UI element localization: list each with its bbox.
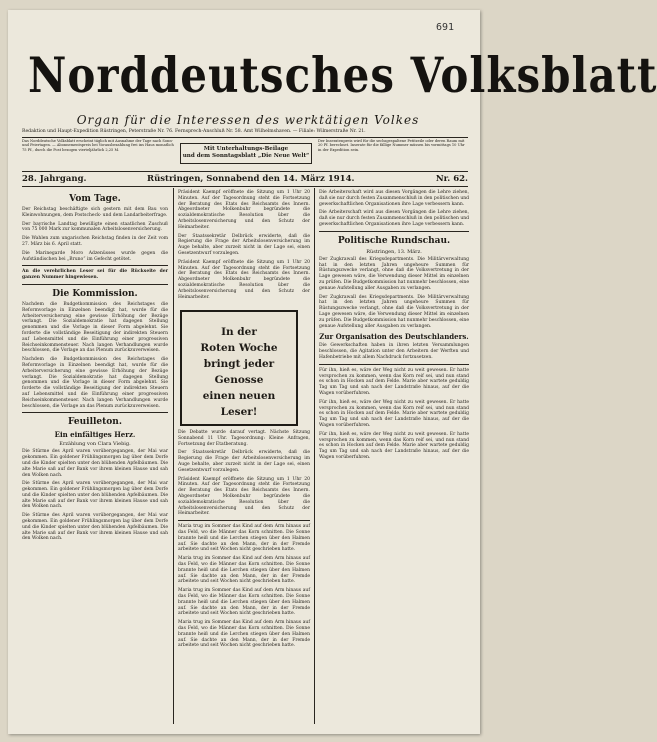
- notice-left: Das Norddeutsche Volksblatt erscheint täglich mit Ausnahme der Tage nach Sonn- und Feiertagen. — Abonnementspreis bei Vorausbezahlung frei ins Haus monatlich 75 Pf., durch die Post bezogen vierteljährlich 2,25 M.: [22, 139, 174, 152]
- story-text: Die Stürme des April waren vorübergegangen, der Mai war gekommen. Ein goldener Frühlingsmorgen lag über dem Dorfe und die Kinder spielten unter den blühenden Apfelbäumen. Die alte Marie saß auf der Bank vor ihrem kleinen Hause und sah den Wolken nach.: [22, 513, 168, 542]
- page-number: 691: [435, 22, 454, 33]
- promo-line-3: bringt jeder Genosse: [203, 358, 275, 386]
- column-left: [22, 190, 168, 724]
- rote-woche-promo: [180, 310, 298, 426]
- section-heading: Zur Organisation des Deutschlanders.: [319, 332, 469, 342]
- news-item: Der Reichstag beschäftigte sich gestern mit dem Bau von Kleinwohnungen, dem Postscheck- und dem Landarbeiterfrage.: [22, 207, 168, 218]
- article-text: Nachdem die Budgetkommission des Reichstages die Reformvorlage in Einzelnen beendigt hat, wurde für die Arbeiterversicherung eine gewisse Erhöhung der Bezüge verlangt. Die Sozialdemokratie hat dagegen Stellung genommen und die Vorlage in dieser Form abgelehnt. Sie forderte die vollständige Beseitigung der indirekten Steuern auf Lebensmittel und die Einführung einer progressiven Reichseinkommensteuer. Nach langen Verhandlungen wurde beschlossen, die Vorlage an das Plenum zurückzuverweisen.: [22, 301, 168, 354]
- divider: [178, 520, 310, 521]
- article-text: Die Arbeiterschaft wird aus diesen Vorgängen die Lehre ziehen, daß sie nur durch festen Zusammenschluß in den politischen und gewerkschaftlichen Organisationen ihre Lage verbessern kann.: [319, 190, 469, 207]
- volume-label: 28. Jahrgang.: [22, 174, 87, 184]
- report-text: Präsident Kaempf eröffnete die Sitzung um 1 Uhr 20 Minuten. Auf der Tagesordnung steht die Fortsetzung der Beratung des Etats des Reichsamts des Innern. Abgeordneter Molkenbuhr begründete die sozialdemokratische Resolution über die Arbeitslosenversicherung und den Schutz der Heimarbeiter.: [178, 259, 310, 300]
- story-text: Für ihn, hieß es, wäre der Weg nicht zu weit gewesen. Er hatte versprochen zu kommen, wenn das Korn reif sei, und nun stand es schon in Hocken auf dem Felde. Marie aber wartete geduldig Tag um Tag und sah nach der Landstraße hinaus, auf der die Wagen vorüberfuhren.: [319, 367, 469, 396]
- promo-line-4: einen neuen: [202, 390, 276, 402]
- divider: [22, 284, 168, 285]
- article-text: Der Zugkrawall des Kriegsdepartments. Die Militärverwaltung hat in den letzten Jahren ungeheure Summen für Rüstungszwecke verlangt, ohne daß die Volksvertretung in der Lage gewesen wäre, die Verwendung dieser Mittel im einzelnen zu prüfen. Die Budgetkommission hat nunmehr beschlossen, eine genaue Aufstellung aller Ausgaben zu verlangen.: [319, 294, 469, 329]
- article-text: Der Zugkrawall des Kriegsdepartments. Die Militärverwaltung hat in den letzten Jahren ungeheure Summen für Rüstungszwecke verlangt, ohne daß die Volksvertretung in der Lage gewesen wäre, die Verwendung dieser Mittel im einzelnen zu prüfen. Die Budgetkommission hat nunmehr beschlossen, eine genaue Aufstellung aller Ausgaben zu verlangen.: [319, 256, 469, 291]
- story-text: Die Stürme des April waren vorübergegangen, der Mai war gekommen. Ein goldener Frühlingsmorgen lag über dem Dorfe und die Kinder spielten unter den blühenden Apfelbäumen. Die alte Marie saß auf der Bank vor ihrem kleinen Hause und sah den Wolken nach.: [22, 481, 168, 510]
- feuilleton-heading: Feuilleton.: [68, 417, 122, 428]
- story-text: Für ihn, hieß es, wäre der Weg nicht zu weit gewesen. Er hatte versprochen zu kommen, wenn das Korn reif sei, und nun stand es schon in Hocken auf dem Felde. Marie aber wartete geduldig Tag um Tag und sah nach der Landstraße hinaus, auf der die Wagen vorüberfuhren.: [319, 431, 469, 460]
- publisher-info: Redaktion und Haupt-Expedition Rüstringen, Peterstraße Nr. 76. Fernsprech-Anschluß Nr. 58. Amt Wilhelmshaven. — Filiale: Wilmerstraße Nr. 21.: [22, 129, 366, 134]
- dateline-place: Rüstringen, 13. März.: [366, 248, 422, 255]
- promo-line-1: In der: [221, 326, 257, 338]
- rule-top: [22, 137, 468, 138]
- column-rule-1: [173, 188, 174, 724]
- subtitle: Organ für die Interessen des werktätigen Volkes: [76, 113, 420, 127]
- politische-rundschau-heading: Politische Rundschau.: [337, 235, 451, 246]
- story-text: Maria trug im Sommer das Kind auf dem Arm hinaus auf das Feld, wo die Männer das Korn schnitten. Die Sonne brannte heiß und die Lerchen stiegen über den Halmen auf. Sie dachte an den Mann, der in der Fremde arbeitete und seit Wochen nicht geschrieben hatte.: [178, 556, 310, 585]
- promo-line-5: Leser!: [220, 406, 258, 418]
- supplement-line-1: Mit Unterhaltungs-Beilage: [203, 146, 289, 152]
- report-text: Präsident Kaempf eröffnete die Sitzung um 1 Uhr 20 Minuten. Auf der Tagesordnung steht die Fortsetzung der Beratung des Etats des Reichsamts des Innern. Abgeordneter Molkenbuhr begründete die sozialdemokratische Resolution über die Arbeitslosenversicherung und den Schutz der Heimarbeiter.: [178, 190, 310, 230]
- divider: [22, 265, 168, 266]
- supplement-line-2: und dem Sonntagsblatt „Die Neue Welt“: [182, 153, 310, 159]
- story-byline: Erzählung von Clara Viebig.: [59, 441, 131, 448]
- rule-date-top: [22, 171, 468, 172]
- supplement-box: [180, 143, 312, 164]
- report-text: Die Debatte wurde darauf vertagt. Nächste Sitzung Sonnabend 11 Uhr. Tagesordnung: Kleine Anfragen, Fortsetzung der Etatberatung.: [178, 430, 310, 447]
- news-item: Die Wahlen zum ungarischen Reichstag finden in der Zeit vom 27. März bis 6. April statt.: [22, 236, 168, 247]
- vom-tage-heading: Vom Tage.: [69, 194, 121, 204]
- story-title: Ein einfältiges Herz.: [54, 430, 136, 440]
- divider: [319, 364, 469, 365]
- story-text: Die Stürme des April waren vorübergegangen, der Mai war gekommen. Ein goldener Frühlingsmorgen lag über dem Dorfe und die Kinder spielten unter den blühenden Apfelbäumen. Die alte Marie saß auf der Bank vor ihrem kleinen Hause und sah den Wolken nach.: [22, 449, 168, 478]
- article-text: Die Gewerkschaften haben in ihren letzten Versammlungen beschlossen, die Agitation unter den Arbeitern der Werften und Hafenbetriebe mit allem Nachdruck fortzusetzen.: [319, 343, 469, 360]
- notice-right: Der Inseratenpreis wird für die sechsgespaltene Petitzeile oder deren Raum mit 20 Pf. berechnet. Inserate für die fällige Nummer müssen bis vormittags 10 Uhr in der Expedition sein.: [318, 139, 465, 152]
- report-text: Präsident Kaempf eröffnete die Sitzung um 1 Uhr 20 Minuten. Auf der Tagesordnung steht die Fortsetzung der Beratung des Etats des Reichsamts des Innern. Abgeordneter Molkenbuhr begründete die sozialdemokratische Resolution über die Arbeitslosenversicherung und den Schutz der Heimarbeiter.: [178, 476, 310, 517]
- article-text: Die Arbeiterschaft wird aus diesen Vorgängen die Lehre ziehen, daß sie nur durch festen Zusammenschluß in den politischen und gewerkschaftlichen Organisationen ihre Lage verbessern kann.: [319, 210, 469, 227]
- article-heading: Die Kommission.: [52, 288, 138, 299]
- news-item: Die Marinegarde Moro Adzenüsses wurde gegen die Aufständischen bei „Bruno“ im Gefecht getötet.: [22, 250, 168, 262]
- story-text: Maria trug im Sommer das Kind auf dem Arm hinaus auf das Feld, wo die Männer das Korn schnitten. Die Sonne brannte heiß und die Lerchen stiegen über den Halmen auf. Sie dachte an den Mann, der in der Fremde arbeitete und seit Wochen nicht geschrieben hatte.: [178, 524, 310, 553]
- issue-number: Nr. 62.: [435, 174, 468, 184]
- promo-line-2: Roten Woche: [200, 342, 278, 354]
- story-text: Für ihn, hieß es, wäre der Weg nicht zu weit gewesen. Er hatte versprochen zu kommen, wenn das Korn reif sei, und nun stand es schon in Hocken auf dem Felde. Marie aber wartete geduldig Tag um Tag und sah nach der Landstraße hinaus, auf der die Wagen vorüberfuhren.: [319, 399, 469, 428]
- column-right: [319, 190, 469, 724]
- story-text: Maria trug im Sommer das Kind auf dem Arm hinaus auf das Feld, wo die Männer das Korn schnitten. Die Sonne brannte heiß und die Lerchen stiegen über den Halmen auf. Sie dachte an den Mann, der in der Fremde arbeitete und seit Wochen nicht geschrieben hatte.: [178, 588, 310, 617]
- newspaper-page: [8, 10, 657, 734]
- reader-notice: An die verehrlichen Leser sei für die Rückseite der ganzen Nummer hingewiesen.: [22, 269, 168, 281]
- column-middle-top: [178, 190, 310, 308]
- article-text: Nachdem die Budgetkommission des Reichstages die Reformvorlage in Einzelnen beendigt hat, wurde für die Arbeiterversicherung eine gewisse Erhöhung der Bezüge verlangt. Die Sozialdemokratie hat dagegen Stellung genommen und die Vorlage in dieser Form abgelehnt. Sie forderte die vollständige Beseitigung der indirekten Steuern auf Lebensmittel und die Einführung einer progressiven Reichseinkommensteuer. Nach langen Verhandlungen wurde beschlossen, die Vorlage an das Plenum zurückzuverweisen.: [22, 357, 168, 409]
- masthead-title: Norddeutsches Volksblatt: [28, 47, 657, 104]
- report-text: Der Staatssekretär Delbrück erwiderte, daß die Regierung die Frage der Arbeitslosenversicherung im Auge behalte, aber zurzeit nicht in der Lage sei, einen Gesetzentwurf vorzulegen.: [178, 450, 310, 473]
- divider: [319, 231, 469, 232]
- column-middle-bottom: [178, 430, 310, 724]
- report-text: Der Staatssekretär Delbrück erwiderte, daß die Regierung die Frage der Arbeitslosenversicherung im Auge behalte, aber zurzeit nicht in der Lage sei, einen Gesetzentwurf vorzulegen.: [178, 233, 310, 256]
- column-rule-2: [314, 188, 315, 724]
- news-item: Der bayrische Landtag bewilligte einen staatlichen Zuschuß von 75 000 Mark zur kommunalen Arbeitslosenversicherung.: [22, 221, 168, 233]
- place-date: Rüstringen, Sonnabend den 14. März 1914.: [147, 174, 355, 184]
- story-text: Maria trug im Sommer das Kind auf dem Arm hinaus auf das Feld, wo die Männer das Korn schnitten. Die Sonne brannte heiß und die Lerchen stiegen über den Halmen auf. Sie dachte an den Mann, der in der Fremde arbeitete und seit Wochen nicht geschrieben hatte.: [178, 620, 310, 649]
- rule-date-bottom: [22, 186, 468, 187]
- divider: [22, 412, 168, 413]
